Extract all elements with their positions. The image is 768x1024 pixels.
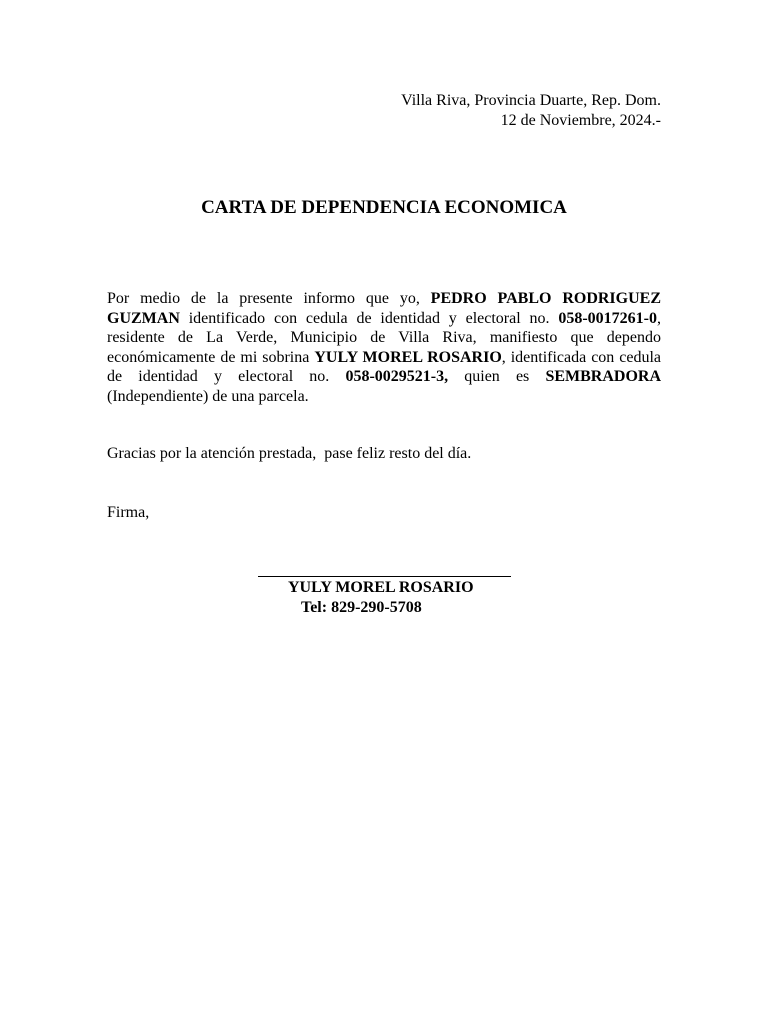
firma-label: Firma, <box>107 504 150 521</box>
letter-title: CARTA DE DEPENDENCIA ECONOMICA <box>201 197 567 218</box>
body-text-4: , identificada con cedula de identidad y electoral no. <box>107 348 662 385</box>
declarant-id: 058-0017261-0 <box>558 309 657 327</box>
body-text-1: Por medio de la presente informo que yo, <box>107 290 431 307</box>
signature-line <box>258 576 511 577</box>
body-text-2: identificado con cedula de identidad y electoral no. <box>179 309 559 327</box>
signer-name: YULY MOREL ROSARIO <box>288 579 474 596</box>
signer-phone: Tel: 829-290-5708 <box>301 599 422 616</box>
body-paragraph <box>107 289 661 406</box>
declarant-name: PEDRO PABLO RODRIGUEZ GUZMAN <box>107 290 661 327</box>
body-text-3: , residente de La Verde, Municipio de Villa Riva, manifiesto que dependo económicamente de mi sobrina <box>107 309 661 366</box>
body-text-5: quien es <box>448 368 546 385</box>
dependent-name: YULY MOREL ROSARIO <box>314 348 502 366</box>
thanks-line: Gracias por la atención prestada, pase feliz resto del día. <box>107 445 472 462</box>
place-date-block <box>401 91 661 130</box>
body-text-6: (Independiente) de una parcela. <box>107 387 309 405</box>
date-line: 12 de Noviembre, 2024.- <box>500 111 661 129</box>
occupation: SEMBRADORA <box>545 368 661 385</box>
dependent-id: 058-0029521-3, <box>345 368 449 385</box>
place-line: Villa Riva, Provincia Duarte, Rep. Dom. <box>401 92 661 109</box>
